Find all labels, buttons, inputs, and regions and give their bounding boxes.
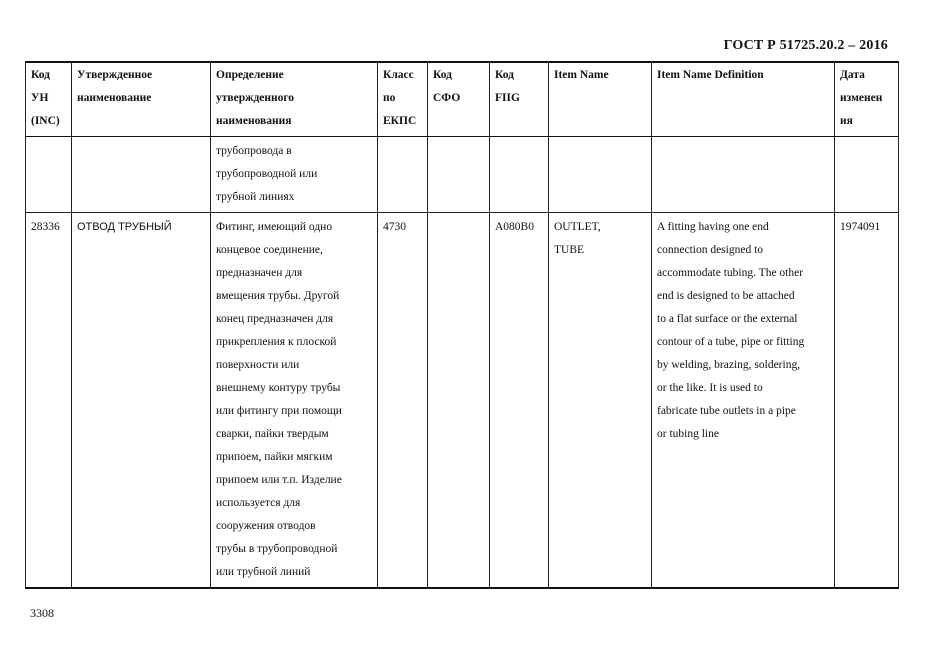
- cell-sfo-code: [428, 137, 490, 213]
- table-header-row: [26, 62, 899, 137]
- text-line: Код: [495, 69, 515, 81]
- cell-change-date: [835, 137, 899, 213]
- text-line: утвержденного: [216, 92, 295, 104]
- text-line: припоем, пайки мягким: [216, 451, 333, 463]
- cell-item-name: [549, 213, 652, 589]
- text-line: внешнему контуру трубы: [216, 382, 341, 394]
- cell-inc: 28336: [26, 213, 72, 589]
- text-line: Код: [31, 69, 51, 81]
- cell-fiig-code: [490, 137, 549, 213]
- cell-item-name-definition: [652, 213, 835, 589]
- text-line: наименование: [77, 92, 152, 104]
- text-line: припоем или т.п. Изделие: [216, 474, 342, 486]
- text-line: или трубной линий: [216, 566, 311, 578]
- column-header-change-date: [835, 62, 899, 137]
- text-line: Утвержденное: [77, 69, 153, 81]
- cell-sfo-code: [428, 213, 490, 589]
- cell-item-name: [549, 137, 652, 213]
- text-line: Дата: [840, 69, 865, 81]
- page-number: 3308: [30, 606, 54, 620]
- text-line: ия: [840, 115, 853, 127]
- text-line: or the like. It is used to: [657, 382, 763, 394]
- column-header-fiig-code: [490, 62, 549, 137]
- column-header-sfo-code: [428, 62, 490, 137]
- text-line: end is designed to be attached: [657, 290, 795, 302]
- text-line: Код: [433, 69, 453, 81]
- text-line: СФО: [433, 92, 461, 104]
- cell-definition: [211, 213, 378, 589]
- text-line: трубы в трубопроводной: [216, 543, 338, 555]
- cell-change-date: 1974091: [835, 213, 899, 589]
- column-header-ekps-class: [378, 62, 428, 137]
- text-line: изменен: [840, 92, 883, 104]
- cell-approved-name: ОТВОД ТРУБНЫЙ: [72, 213, 211, 589]
- text-line: трубопровода в: [216, 145, 292, 157]
- text-line: конец предназначен для: [216, 313, 334, 325]
- cell-approved-name: [72, 137, 211, 213]
- text-line: FIIG: [495, 92, 520, 104]
- column-header-definition: [211, 62, 378, 137]
- text-line: ЕКПС: [383, 115, 417, 127]
- text-line: Item Name: [554, 69, 609, 81]
- cell-definition: [211, 137, 378, 213]
- document-standard-header: ГОСТ Р 51725.20.2 – 2016: [723, 38, 888, 53]
- text-line: Item Name Definition: [657, 69, 764, 81]
- text-line: Класс: [383, 69, 414, 81]
- text-line: TUBE: [554, 244, 585, 256]
- text-line: концевое соединение,: [216, 244, 323, 256]
- cell-fiig-code: A080B0: [490, 213, 549, 589]
- column-header-item-name-definition: [652, 62, 835, 137]
- text-line: to a flat surface or the external: [657, 313, 798, 325]
- text-line: или фитингу при помощи: [216, 405, 342, 417]
- text-line: по: [383, 92, 396, 104]
- text-line: fabricate tube outlets in a pipe: [657, 405, 796, 417]
- text-line: or tubing line: [657, 428, 719, 440]
- text-line: прикрепления к плоской: [216, 336, 337, 348]
- table-row: [26, 213, 899, 589]
- column-header-item-name: [549, 62, 652, 137]
- text-line: contour of a tube, pipe or fitting: [657, 336, 805, 348]
- cell-inc: [26, 137, 72, 213]
- text-line: by welding, brazing, soldering,: [657, 359, 801, 371]
- column-header-inc: [26, 62, 72, 137]
- cell-ekps-class: 4730: [378, 213, 428, 589]
- text-line: поверхности или: [216, 359, 300, 371]
- text-line: A fitting having one end: [657, 221, 769, 233]
- text-line: Определение: [216, 69, 284, 81]
- text-line: трубной линиях: [216, 191, 295, 203]
- text-line: OUTLET,: [554, 221, 601, 233]
- text-line: connection designed to: [657, 244, 764, 256]
- text-line: наименования: [216, 115, 292, 127]
- text-line: (INC): [31, 115, 60, 127]
- text-line: Фитинг, имеющий одно: [216, 221, 333, 233]
- cell-ekps-class: [378, 137, 428, 213]
- item-name-registry-table: [25, 61, 899, 589]
- text-line: предназначен для: [216, 267, 303, 279]
- column-header-approved-name: [72, 62, 211, 137]
- text-line: используется для: [216, 497, 301, 509]
- cell-item-name-definition: [652, 137, 835, 213]
- text-line: трубопроводной или: [216, 168, 318, 180]
- table-row-continuation: [26, 137, 899, 213]
- text-line: accommodate tubing. The other: [657, 267, 804, 279]
- text-line: сварки, пайки твердым: [216, 428, 329, 440]
- text-line: УН: [31, 92, 49, 104]
- text-line: сооружения отводов: [216, 520, 316, 532]
- text-line: вмещения трубы. Другой: [216, 290, 340, 302]
